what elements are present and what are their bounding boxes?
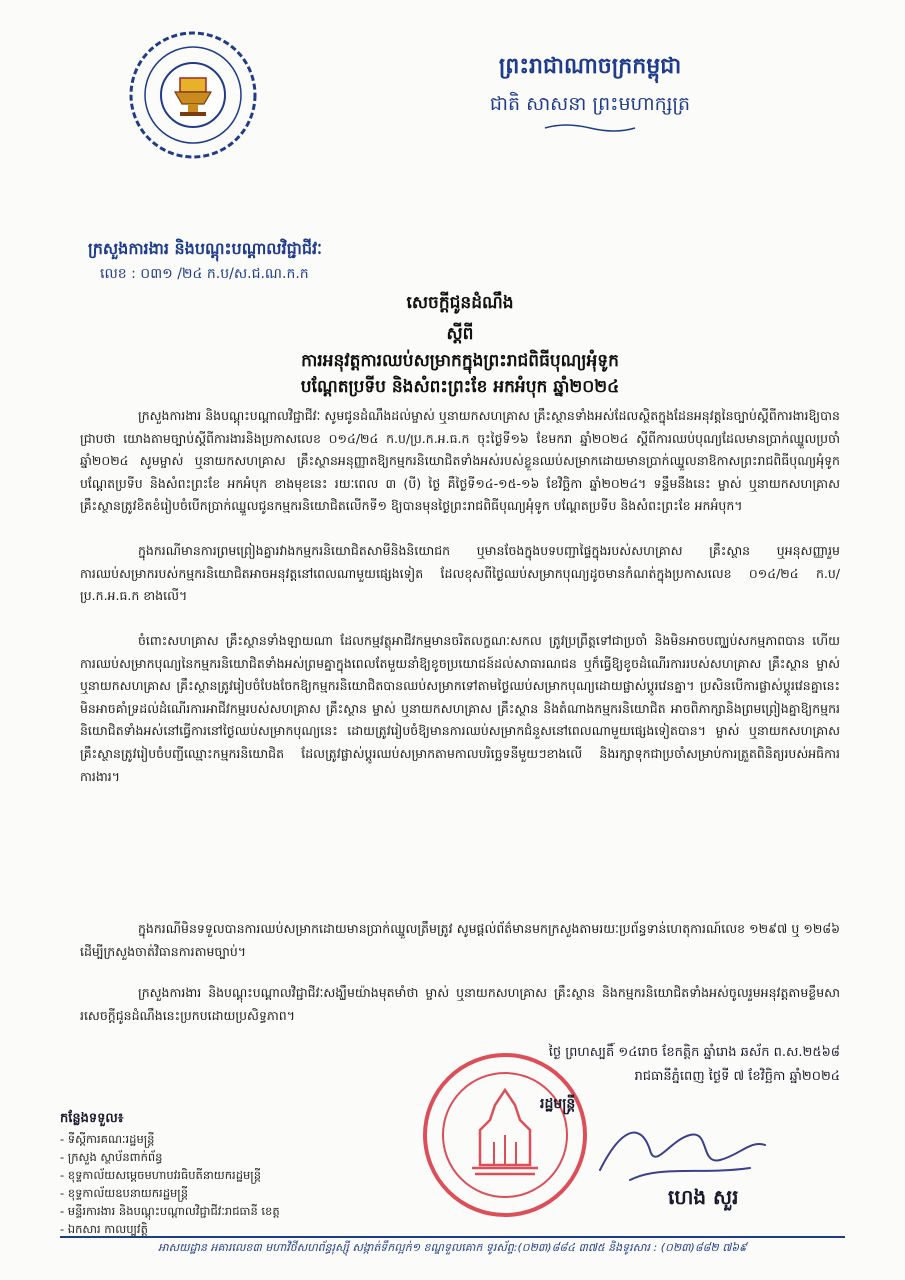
reference-number: លេខ : ០៣១ /២៤ ក.ប/ស.ជ.ណ.ក.ក (100, 266, 309, 282)
body-paragraph-2-text: ក្នុងករណីមានការព្រមព្រៀងគ្នារវាងកម្មករនិយោជិតសាមីនិងនិយោជក ឬមានចែងក្នុងបទបញ្ជាផ្ទៃក្នុងរបស់សហគ្រាស គ្រឹះស្ថាន ឬអនុសញ្ញារួម ការឈប់សម្រាករបស់កម្មករនិយោជិតអាចអនុវត្តនៅពេលណាមួយផ្សេងទៀត ដែលខុសពីថ្ងៃឈប់សម្រាកបុណ្យដូចមានកំណត់ក្នុងប្រកាសលេខ ០១៤/២៤ ក.ប/ប្រ.ក.អ.ធ.ក ខាងលើ។ (80, 543, 840, 604)
national-motto: ជាតិ សាសនា ព្រះមហាក្សត្រ (489, 93, 691, 115)
minister-signature (580, 1110, 780, 1190)
recipient-item: - ខុទ្ទកាល័យសម្តេចមហាបវរធិបតីនាយករដ្ឋមន្ត្រី (60, 1168, 262, 1182)
body-paragraph-3 (80, 630, 840, 788)
ministry-name: ក្រសួងការងារ និងបណ្តុះបណ្តាលវិជ្ជាជីវៈ (88, 239, 322, 258)
recipient-item: - ឯកសារ កាលប្បវត្តិ (60, 1222, 148, 1236)
footer-divider (60, 1236, 845, 1238)
recipients-title: កន្លែងទទួល៖ (60, 1111, 124, 1126)
notice-subject-line1: ការអនុវត្តការឈប់សម្រាកក្នុងព្រះរាជពិធីបុណ្យអុំទូក (301, 351, 619, 371)
minister-title: រដ្ឋមន្ត្រី (540, 1096, 576, 1112)
official-seal (420, 1050, 590, 1220)
kingdom-heading: ព្រះរាជាណាចក្រកម្ពុជា (498, 54, 682, 79)
recipient-item: - ខុទ្ទកាល័យឧបនាយករដ្ឋមន្ត្រី (60, 1186, 189, 1200)
body-paragraph-4 (80, 918, 840, 963)
notice-subject-line2: បណ្តែតប្រទីប និងសំពះព្រះខែ អកអំបុក ឆ្នាំ២០២៤ (300, 377, 620, 397)
footer-address: អាសយដ្ឋាន អគារលេខ៣ មហាវិថីសហព័ន្ធរុស្ស៊ី សង្កាត់ទឹកល្អក់១ ខណ្ឌទួលគោក ទូរស័ព្ទ:(០២៣)៨៨៤ ៣៧៥ និងទូរសារ : (០២៣)៨៨២ ៧៦៩ (158, 1241, 747, 1254)
body-paragraph-4-text: ក្នុងករណីមិនទទួលបានការឈប់សម្រាកដោយមានប្រាក់ឈ្នួលត្រឹមត្រូវ សូមផ្តល់ព័ត៌មានមកក្រសួងតាមរយៈប្រព័ន្ធទាន់ហេតុការណ៍លេខ ១២៩៧ ឬ ១២៨៦ ដើម្បីក្រសួងចាត់វិធានការតាមច្បាប់។ (80, 921, 840, 959)
body-paragraph-5 (80, 982, 840, 1027)
notice-title: សេចក្តីជូនដំណឹង (406, 293, 514, 313)
ministry-logo (128, 30, 258, 160)
recipient-item: - ក្រសួង ស្ថាប័នពាក់ព័ន្ធ (60, 1150, 163, 1164)
body-paragraph-1-text: ក្រសួងការងារ និងបណ្តុះបណ្តាលវិជ្ជាជីវៈ សូមជូនដំណឹងដល់ម្ចាស់ ឬនាយកសហគ្រាស គ្រឹះស្ថានទាំងអស់ដែលស្ថិតក្នុងដែនអនុវត្តនៃច្បាប់ស្តីពីការងារឱ្យបានជ្រាបថា យោងតាមច្បាប់ស្តីពីការងារនិងប្រកាសលេខ ០១៤/២៤ ក.ប/ប្រ.ក.អ.ធ.ក ចុះថ្ងៃទី១៦ ខែមករា ឆ្នាំ២០២៤ ស្តីពីការឈប់បុណ្យដែលមានប្រាក់ឈ្នួលប្រចាំឆ្នាំ២០២៤ សូមម្ចាស់ ឬនាយកសហគ្រាស គ្រឹះស្ថានអនុញ្ញាតឱ្យកម្មករនិយោជិតទាំងអស់របស់ខ្លួនឈប់សម្រាកដោយមានប្រាក់ឈ្នួលនាឱកាសព្រះរាជពិធីបុណ្យអុំទូក បណ្តែតប្រទីប និងសំពះព្រះខែ អកអំបុក ខាងមុខនេះ រយៈពេល ៣ (បី) ថ្ងៃ គឺថ្ងៃទី១៤-១៥-១៦ ខែវិច្ឆិកា ឆ្នាំ២០២៤។ ទន្ទឹមនឹងនេះ ម្ចាស់ ឬនាយកសហគ្រាស គ្រឹះស្ថានត្រូវខិតខំរៀបចំបើកប្រាក់ឈ្នួលជូនកម្មករនិយោជិតលើកទី១ ឱ្យបានមុនថ្ងៃព្រះរាជពិធីបុណ្យអុំទូក បណ្តែតប្រទីប និងសំពះព្រះខែ អកអំបុក។ (80, 408, 840, 514)
lunar-date: ថ្ងៃ ព្រហស្បតិ៍ ១៤រោច ខែកត្តិក ឆ្នាំរោង ឆស័ក ព.ស.២៥៦៨ (548, 1045, 840, 1060)
minister-name: ហេង សួរ (668, 1185, 739, 1209)
recipient-item: - មន្ទីរការងារ និងបណ្តុះបណ្តាលវិជ្ជាជីវៈរាជធានី ខេត្ត (60, 1204, 280, 1218)
body-paragraph-1 (80, 405, 840, 518)
notice-subject-label: ស្តីពី (446, 324, 474, 344)
ornament-divider (540, 122, 640, 134)
body-paragraph-3-text: ចំពោះសហគ្រាស គ្រឹះស្ថានទាំងឡាយណា ដែលកម្មវត្ថុអាជីវកម្មមានចរិតលក្ខណៈសកល ត្រូវប្រព្រឹត្តទៅជាប្រចាំ និងមិនអាចបញ្ឈប់សកម្មភាពបាន ហើយការឈប់សម្រាកបុណ្យនៃកម្មករនិយោជិតទាំងអស់ព្រមគ្នាក្នុងពេលតែមួយនាំឱ្យខូចប្រយោជន៍ដល់សាធារណជន ឬក៏ធ្វើឱ្យខូចដំណើរការរបស់សហគ្រាស គ្រឹះស្ថាន ម្ចាស់ ឬនាយកសហគ្រាស គ្រឹះស្ថានត្រូវរៀបចំបែងចែកឱ្យកម្មករនិយោជិតបានឈប់សម្រាកទៅតាមថ្ងៃឈប់សម្រាកបុណ្យដោយផ្លាស់ប្តូរវេនគ្នា។ ប្រសិនបើការផ្លាស់ប្តូរវេនគ្នានេះ មិនអាចគាំទ្រដល់ដំណើរការអាជីវកម្មរបស់សហគ្រាស គ្រឹះស្ថាន ម្ចាស់ ឬនាយកសហគ្រាស គ្រឹះស្ថាន និងតំណាងកម្មករនិយោជិត អាចពិភាក្សានិងព្រមព្រៀងគ្នាឱ្យកម្មករនិយោជិតទាំងអស់នៅធ្វើការនៅថ្ងៃឈប់សម្រាកបុណ្យនេះ ដោយត្រូវរៀបចំឱ្យមានការឈប់សម្រាកជំនួសនៅពេលណាមួយផ្សេងទៀតបាន។ ម្ចាស់ ឬនាយកសហគ្រាស គ្រឹះស្ថានត្រូវរៀបចំបញ្ជីឈ្មោះកម្មករនិយោជិត ដែលត្រូវផ្លាស់ប្តូរឈប់សម្រាកតាមកាលបរិច្ឆេទនីមួយៗខាងលើ និងរក្សាទុកជាប្រចាំសម្រាប់ការត្រួតពិនិត្យរបស់អធិការការងារ។ (80, 633, 840, 784)
body-paragraph-2 (80, 540, 840, 608)
solar-date: រាជធានីភ្នំពេញ ថ្ងៃទី ៧ ខែវិច្ឆិកា ឆ្នាំ២០២៤ (634, 1069, 840, 1084)
body-paragraph-5-text: ក្រសួងការងារ និងបណ្តុះបណ្តាលវិជ្ជាជីវៈសង្ឃឹមយ៉ាងមុតមាំថា ម្ចាស់ ឬនាយកសហគ្រាស គ្រឹះស្ថាន និងកម្មករនិយោជិតទាំងអស់ចូលរួមអនុវត្តតាមខ្លឹមសារសេចក្តីជូនដំណឹងនេះប្រកបដោយប្រសិទ្ធភាព។ (80, 985, 840, 1023)
recipient-item: - ទីស្តីការគណៈរដ្ឋមន្ត្រី (60, 1132, 155, 1146)
